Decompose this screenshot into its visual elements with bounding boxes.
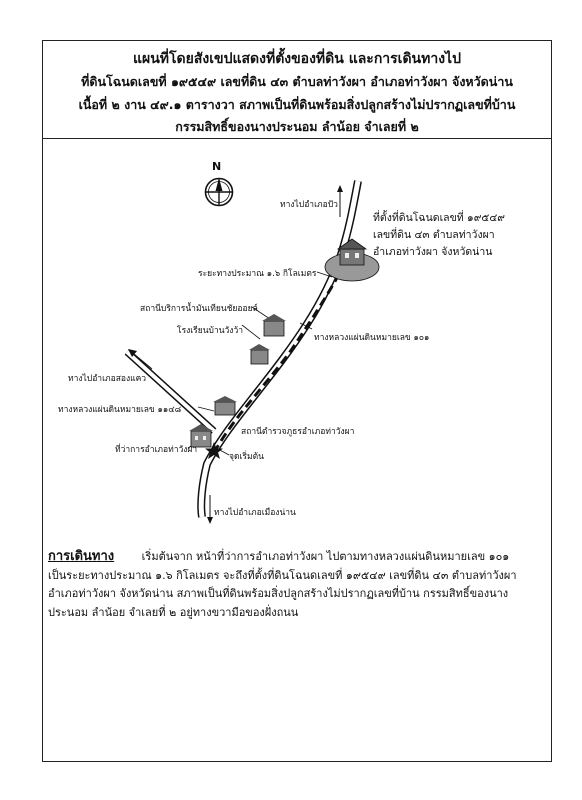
label-police-station: สถานีตำรวจภูธรอำเภอท่าวังผา xyxy=(241,427,355,437)
highway-1148-road xyxy=(127,352,214,431)
travel-description xyxy=(48,548,546,622)
label-to-pua: ทางไปอำเภอปัว xyxy=(280,200,338,210)
area-info: เนื้อที่ ๒ งาน ๔๙.๑ ตารางวา สภาพเป็นที่ดินพร้อมสิ่งปลูกสร้างไม่ปรากฏเลขที่บ้าน xyxy=(78,97,516,112)
travel-line-1: เริ่มต้นจาก หน้าที่ว่าการอำเภอท่าวังผา ไปตามทางหลวงแผ่นดินหมายเลข ๑๐๑ xyxy=(141,550,510,563)
parcel-label xyxy=(373,210,505,261)
label-school: โรงเรียนบ้านวังว้า xyxy=(177,326,243,336)
police-station-icon xyxy=(213,396,237,415)
owner-info: กรรมสิทธิ์ของนางประนอม ลำน้อย จำเลยที่ ๒ xyxy=(175,119,419,134)
compass-letter-label: N xyxy=(212,160,222,173)
compass-icon xyxy=(205,178,233,206)
label-district-office: ที่ว่าการอำเภอท่าวังผา xyxy=(115,445,198,455)
label-gas-station: สถานีบริการน้ำมันเทียนชัยออยล์ xyxy=(140,304,258,314)
parcel-label-line1: ที่ตั้งที่ดินโฉนดเลขที่ ๑๙๕๔๙ xyxy=(373,212,505,224)
label-distance: ระยะทางประมาณ ๑.๖ กิโลเมตร xyxy=(198,269,317,279)
parcel-building-icon xyxy=(325,239,379,281)
parcel-label-line2: เลขที่ดิน ๔๓ ตำบลท่าวังผา xyxy=(373,229,495,241)
label-start-point: จุดเริ่มต้น xyxy=(229,452,264,462)
travel-line-4: ประนอม ลำน้อย จำเลยที่ ๒ อยู่ทางขวามือของฝั่งถนน xyxy=(48,605,299,619)
route-map xyxy=(42,139,552,529)
travel-line-2: เป็นระยะทางประมาณ ๑.๖ กิโลเมตร จะถึงที่ตั้งที่ดินโฉนดเลขที่ ๑๙๕๔๙ เลขที่ดิน ๔๓ ตำบลท่าวังผา xyxy=(48,568,517,582)
travel-heading: การเดินทาง xyxy=(48,549,115,564)
school-icon xyxy=(249,344,270,364)
label-to-nan: ทางไปอำเภอเมืองน่าน xyxy=(214,508,296,518)
arrow-to-nan-icon xyxy=(207,495,213,524)
map-title: แผนที่โดยสังเขปแสดงที่ตั้งของที่ดิน และการเดินทางไป xyxy=(133,51,461,67)
gas-station-icon xyxy=(262,314,286,336)
label-to-song-khwae: ทางไปอำเภอสองแคว xyxy=(68,374,147,384)
parcel-label-line3: อำเภอท่าวังผา จังหวัดน่าน xyxy=(373,246,493,258)
travel-line-3: อำเภอท่าวังผา จังหวัดน่าน สภาพเป็นที่ดินพร้อมสิ่งปลูกสร้างไม่ปรากฏเลขที่บ้าน กรรมสิทธิ์ของนาง xyxy=(48,587,509,600)
deed-info: ที่ดินโฉนดเลขที่ ๑๙๕๔๙ เลขที่ดิน ๔๓ ตำบลท่าวังผา อำเภอท่าวังผา จังหวัดน่าน xyxy=(81,74,513,89)
highway-101-road xyxy=(201,181,358,517)
title-block xyxy=(42,40,552,139)
label-highway-1148: ทางหลวงแผ่นดินหมายเลข ๑๑๔๘ xyxy=(58,405,182,415)
label-highway-101: ทางหลวงแผ่นดินหมายเลข ๑๐๑ xyxy=(314,333,430,343)
